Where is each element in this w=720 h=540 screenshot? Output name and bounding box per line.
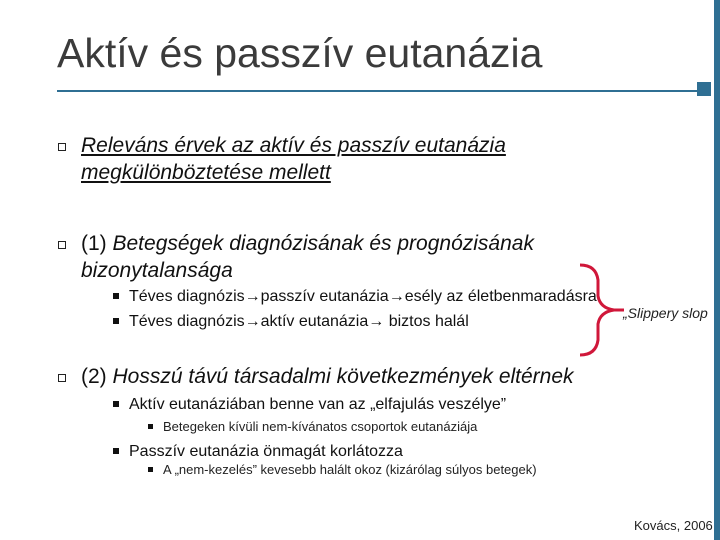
bullet-1-text-2: megkülönböztetése mellett (81, 161, 331, 184)
a2-part-2: aktív eutanázia (260, 313, 369, 330)
square-bullet-icon (58, 241, 66, 249)
source-credit: Kovács, 2006 (634, 518, 713, 533)
filled-square-bullet-icon (113, 293, 119, 299)
sub-bullet-b2: Passzív eutanázia önmagát korlátozza (129, 443, 403, 460)
filled-square-bullet-icon (148, 424, 153, 429)
square-bullet-icon (58, 143, 66, 151)
bullet-2-prefix: (1) (81, 232, 113, 255)
accent-side-bar (714, 0, 720, 540)
bullet-1-line-2 (81, 160, 331, 185)
bullet-3-line (81, 364, 574, 389)
a2-part-1: Téves diagnózis (129, 313, 245, 330)
bullet-2-line-2 (81, 258, 233, 283)
filled-square-bullet-icon (113, 448, 119, 454)
arrow-icon: → (244, 288, 261, 305)
bullet-2-text-1: Betegségek diagnózisának és prognózisának (112, 232, 534, 255)
arrow-icon: → (368, 313, 385, 330)
bracket-icon (578, 262, 628, 358)
bullet-3-text: Hosszú távú társadalmi következmények eltérnek (112, 365, 574, 388)
sub-bullet-b1: Aktív eutanáziában benne van az „elfajulás veszélye” (129, 396, 507, 413)
title-rule (57, 90, 697, 92)
a1-part-3: esély az életbenmaradásra (404, 288, 597, 305)
filled-square-bullet-icon (148, 467, 153, 472)
a2-part-3: biztos halál (384, 313, 469, 330)
sub-bullet-a2 (129, 313, 469, 331)
bullet-1-line-1 (81, 133, 506, 158)
arrow-icon: → (388, 288, 405, 305)
sub-sub-bullet-b2: A „nem-kezelés” kevesebb halált okoz (kizárólag súlyos betegek) (163, 462, 537, 477)
square-bullet-icon (58, 374, 66, 382)
arrow-icon: → (244, 313, 261, 330)
bullet-1-text-1: Releváns érvek az aktív és passzív eutanázia (81, 134, 506, 157)
a1-part-1: Téves diagnózis (129, 288, 245, 305)
bullet-3-prefix: (2) (81, 365, 113, 388)
bullet-2-text-2: bizonytalansága (81, 259, 233, 282)
filled-square-bullet-icon (113, 401, 119, 407)
slide-title: Aktív és passzív eutanázia (57, 30, 543, 76)
bullet-2-line-1 (81, 231, 534, 256)
sub-sub-bullet-b1: Betegeken kívüli nem-kívánatos csoportok eutanáziája (163, 419, 478, 434)
filled-square-bullet-icon (113, 318, 119, 324)
a1-part-2: passzív eutanázia (260, 288, 389, 305)
sub-bullet-a1 (129, 288, 597, 306)
slippery-slope-annotation: „Slippery slop (623, 305, 708, 321)
title-rule-box (697, 82, 711, 96)
